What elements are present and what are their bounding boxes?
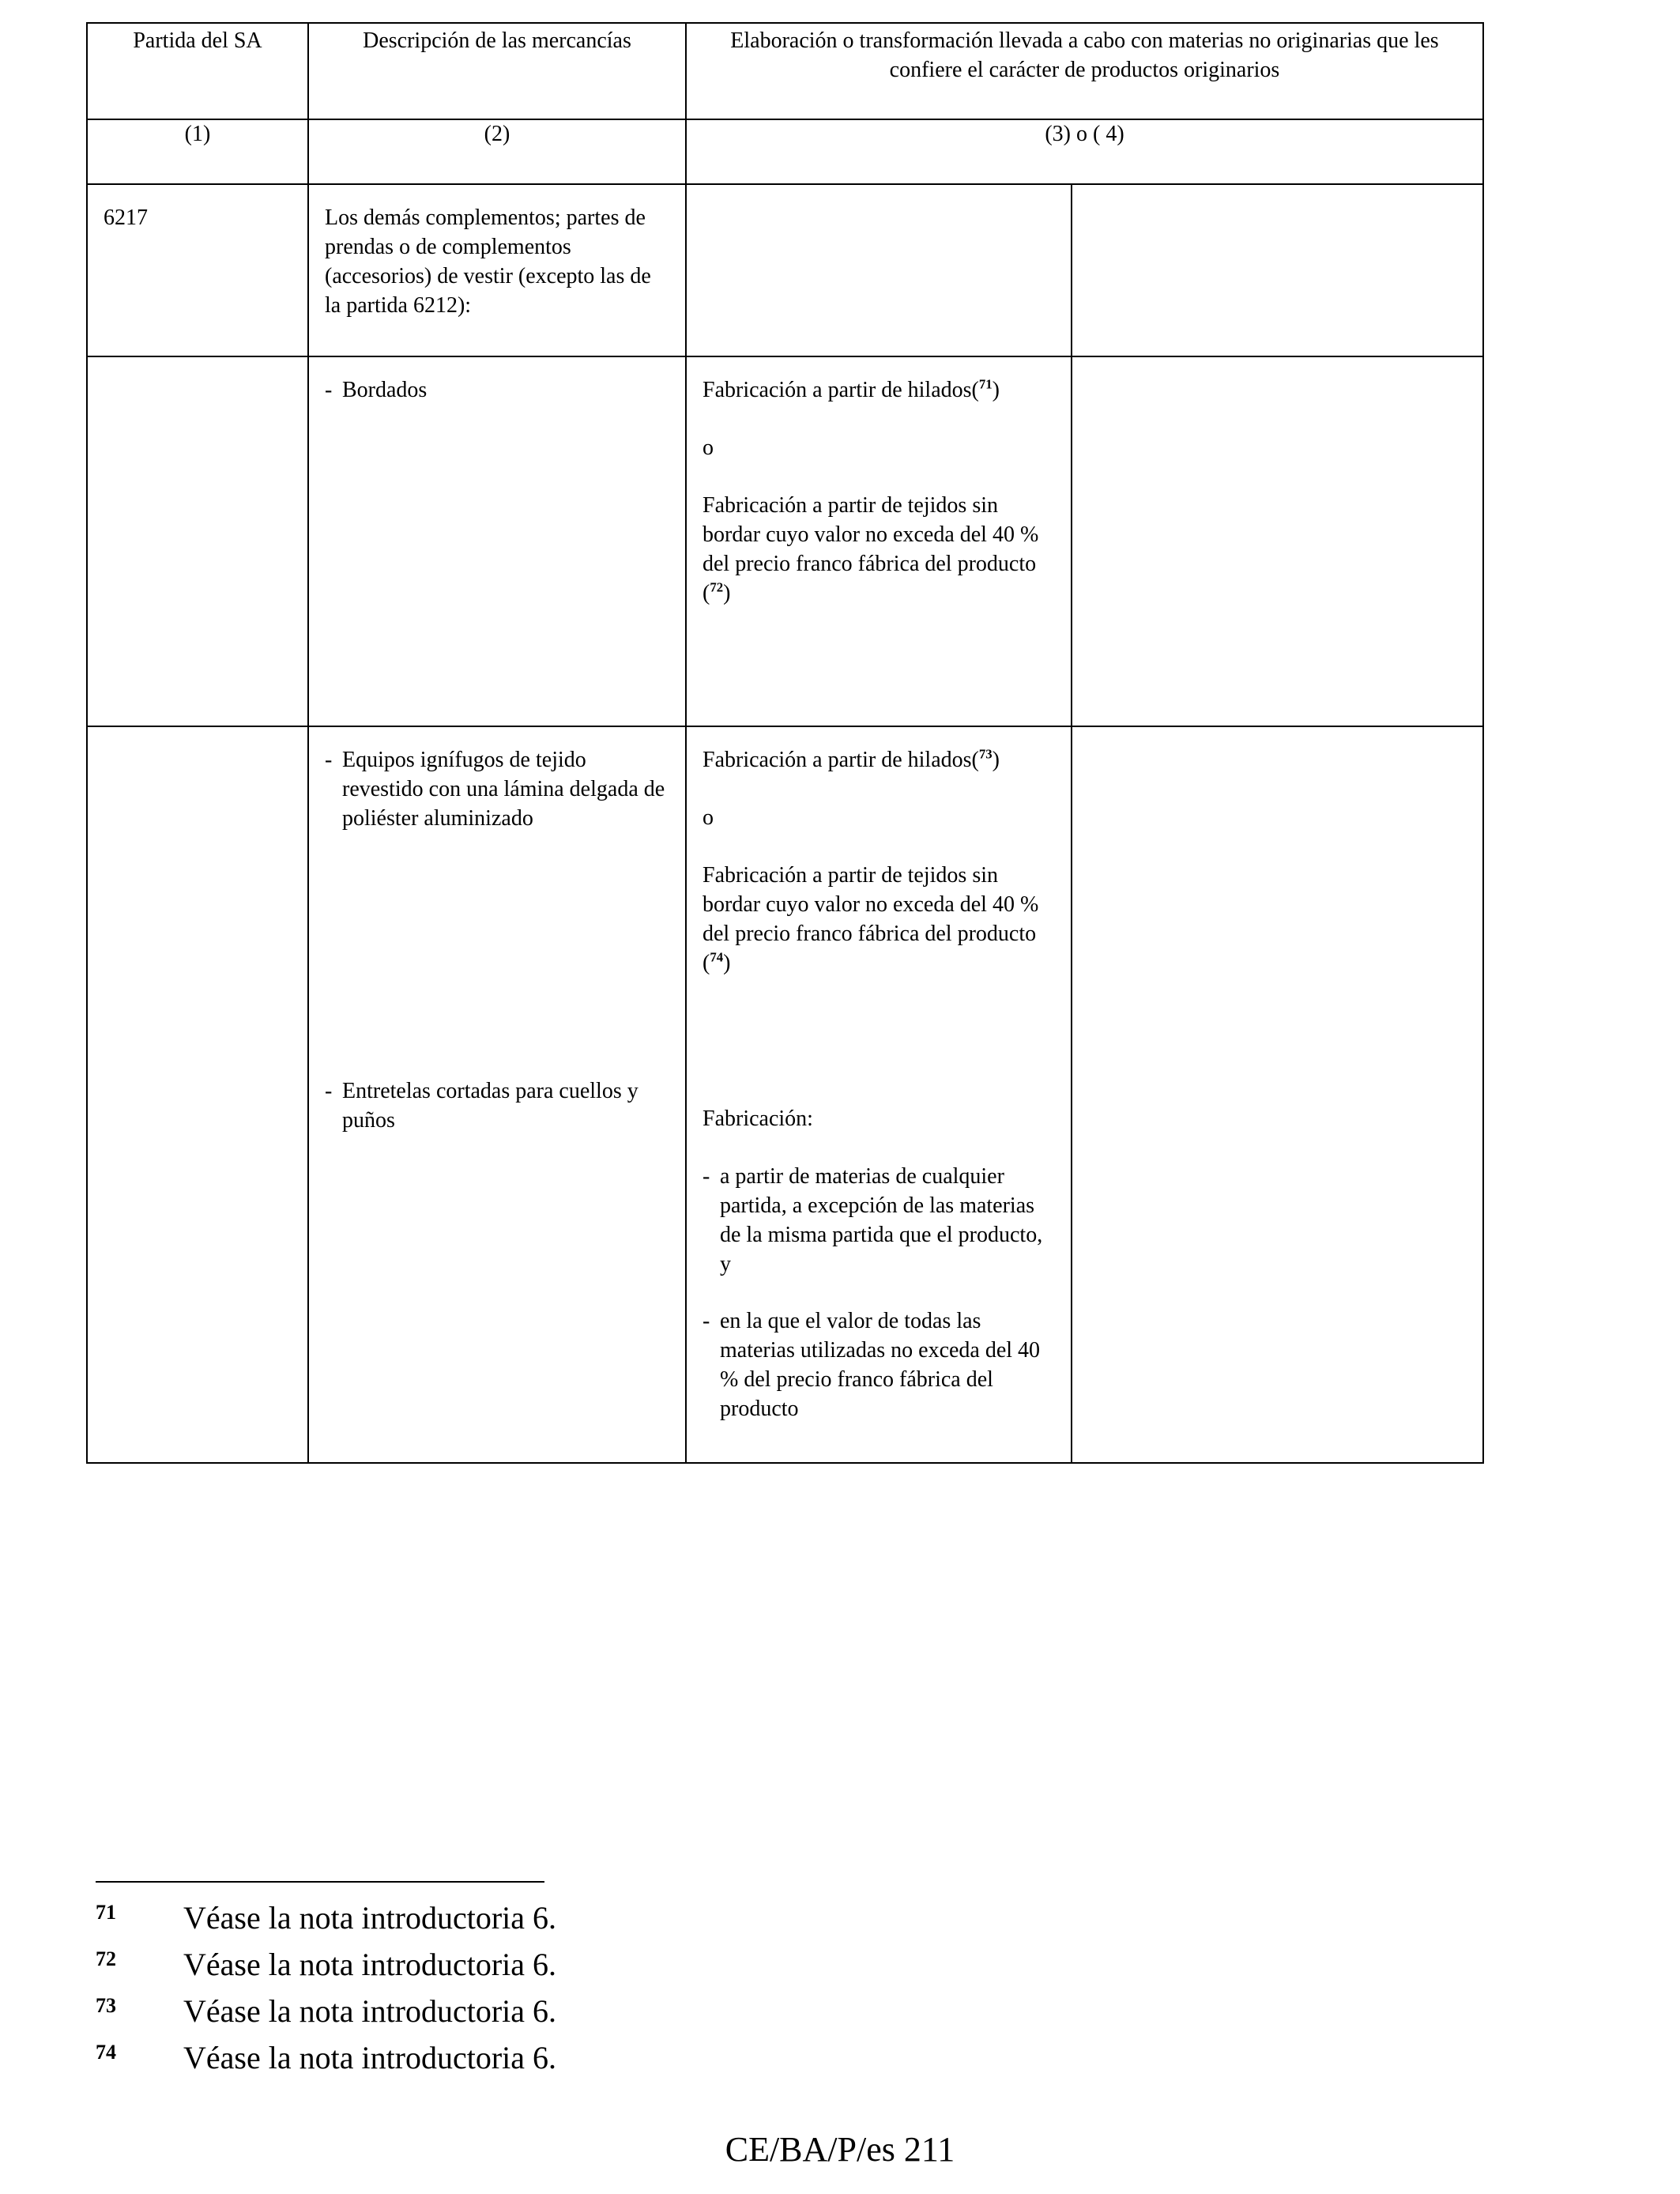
footnote-number: 74 [96, 2041, 116, 2064]
or-text: o [703, 805, 714, 830]
page-number: CE/BA/P/es 211 [725, 2130, 955, 2169]
footnote [96, 1897, 556, 1943]
footnote-ref[interactable]: 74 [710, 949, 724, 965]
footnote-text: Véase la nota introductoria 6. [183, 1993, 557, 2029]
item-text: Equipos ignífugos de tejido revestido con una lámina delgada de poliéster aluminizado [342, 748, 665, 831]
dash-item [703, 1163, 1055, 1280]
rules-table [86, 22, 1484, 1464]
rule-text [703, 376, 1055, 405]
header-row [87, 23, 1483, 119]
header-hs-heading: Partida del SA [87, 23, 308, 119]
column-number-3-4: (3) o ( 4) [686, 119, 1483, 184]
rule-text-end: ) [992, 378, 1000, 402]
hs-code-cell: 6217 [87, 184, 308, 356]
footnote-ref[interactable]: 72 [710, 579, 724, 595]
rule-text-body: Fabricación a partir de hilados( [703, 378, 979, 402]
item-text: en la que el valor de todas las materias utilizadas no exceda del 40 % del precio franco fábrica del producto [720, 1309, 1041, 1422]
dash-marker: - [325, 1078, 333, 1103]
rule-cell [686, 356, 1072, 726]
rule-text [703, 861, 1055, 978]
footnote-text: Véase la nota introductoria 6. [183, 1947, 557, 1982]
hs-code-cell-empty [87, 356, 308, 726]
description-cell: Los demás complementos; partes de prendas o de complementos (accesorios) de vestir (excepto las de la partida 6212): [308, 184, 686, 356]
footnote-number: 72 [96, 1947, 116, 1970]
alt-rule-cell-empty [1072, 184, 1483, 356]
dash-item [325, 1077, 669, 1136]
rule-text-end: ) [723, 580, 731, 605]
footnote-text: Véase la nota introductoria 6. [183, 1900, 557, 1936]
dash-marker: - [703, 1163, 710, 1189]
description-cell [308, 726, 686, 1463]
footnote [96, 2037, 556, 2083]
table-row [87, 726, 1483, 1463]
rule-text [703, 492, 1055, 609]
table-row [87, 184, 1483, 356]
rule-text-body: Fabricación a partir de tejidos sin bordar cuyo valor no exceda del 40 % del precio franco fábrica del producto ( [703, 862, 1039, 975]
footnote-ref[interactable]: 71 [978, 376, 993, 392]
footnote-text: Véase la nota introductoria 6. [183, 2040, 557, 2075]
item-text: a partir de materias de cualquier partida, a excepción de las materias de la misma partida que el producto, y [720, 1163, 1043, 1276]
dash-item [325, 746, 669, 834]
header-description: Descripción de las mercancías [308, 23, 686, 119]
dash-marker: - [325, 748, 333, 772]
column-number-row [87, 119, 1483, 184]
alt-rule-cell-empty [1072, 726, 1483, 1463]
item-text: Bordados [342, 378, 428, 402]
dash-item [703, 1307, 1055, 1424]
dash-marker: - [703, 1309, 710, 1334]
rule-text: Fabricación: [703, 1106, 813, 1131]
or-text: o [703, 435, 714, 460]
dash-marker: - [325, 378, 333, 402]
footnote-separator [96, 1881, 544, 1883]
column-number-1: (1) [87, 119, 308, 184]
hs-code-cell-empty [87, 726, 308, 1463]
item-text: Entretelas cortadas para cuellos y puños [342, 1078, 638, 1133]
header-processing: Elaboración o transformación llevada a cabo con materias no originarias que les confiere el carácter de productos originarios [686, 23, 1483, 119]
footnote-ref[interactable]: 73 [978, 746, 993, 762]
footnote-number: 73 [96, 1994, 116, 2017]
table-row [87, 356, 1483, 726]
alt-rule-cell-empty [1072, 356, 1483, 726]
rule-text-end: ) [992, 748, 1000, 772]
footnotes [96, 1897, 556, 2083]
rule-cell-empty [686, 184, 1072, 356]
footnote [96, 1990, 556, 2037]
dash-item [325, 376, 669, 405]
rule-text-body: Fabricación a partir de hilados( [703, 748, 979, 772]
rule-text [703, 746, 1055, 775]
rule-text-body: Fabricación a partir de tejidos sin bordar cuyo valor no exceda del 40 % del precio franco fábrica del producto ( [703, 492, 1039, 605]
description-cell [308, 356, 686, 726]
column-number-2: (2) [308, 119, 686, 184]
rule-cell [686, 726, 1072, 1463]
footnote [96, 1943, 556, 1990]
rule-text-end: ) [723, 950, 731, 975]
footnote-number: 71 [96, 1901, 116, 1924]
